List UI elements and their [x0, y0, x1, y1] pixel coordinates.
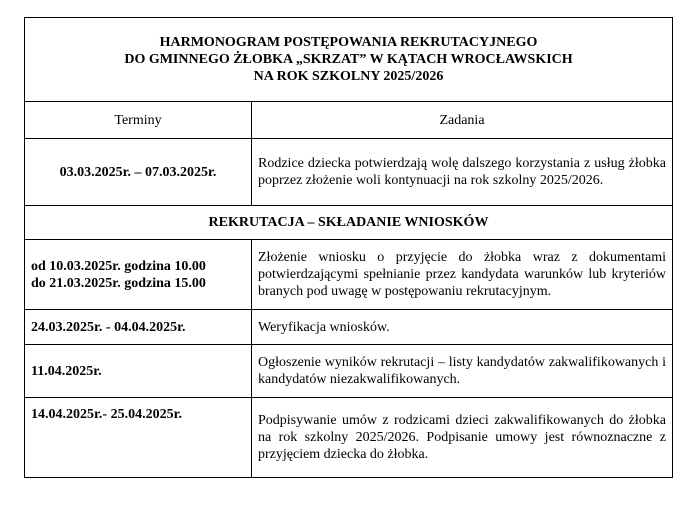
row-task: Złożenie wniosku o przyjęcie do żłobka wraz z dokumentami potwierdzającymi spełnianie przez kandydata warunków lub kryteriów branych pod uwagę w postępowaniu rekrutacyjnym.: [252, 240, 673, 310]
row-task: Ogłoszenie wyników rekrutacji – listy kandydatów zakwalifikowanych i kandydatów niezakwalifikowanych.: [252, 345, 673, 398]
table-row: [25, 310, 673, 345]
header-tasks: Zadania: [252, 102, 673, 139]
header-dates: Terminy: [25, 102, 252, 139]
table-row: [25, 240, 673, 310]
row-date: 14.04.2025r.- 25.04.2025r.: [25, 398, 252, 478]
title-row: [25, 18, 673, 102]
header-row: [25, 102, 673, 139]
section-heading: REKRUTACJA – SKŁADANIE WNIOSKÓW: [25, 206, 673, 240]
row-date: [25, 240, 252, 310]
title-line-3: NA ROK SZKOLNY 2025/2026: [253, 69, 444, 84]
row-date: 11.04.2025r.: [25, 345, 252, 398]
row-date-line-1: od 10.03.2025r. godzina 10.00: [31, 258, 206, 274]
row-date-line-2: do 21.03.2025r. godzina 15.00: [31, 275, 206, 291]
title-line-2: DO GMINNEGO ŻŁOBKA „SKRZAT” W KĄTACH WROCŁAWSKICH: [124, 52, 573, 67]
table-row: [25, 398, 673, 478]
row-date: 24.03.2025r. - 04.04.2025r.: [25, 310, 252, 345]
row-task: Podpisywanie umów z rodzicami dzieci zakwalifikowanych do żłobka na rok szkolny 2025/2026. Podpisanie umowy jest równoznaczne z przyjęciem dziecka do żłobka.: [252, 398, 673, 478]
section-row: [25, 206, 673, 240]
row-date: 03.03.2025r. – 07.03.2025r.: [25, 139, 252, 206]
title-line-1: HARMONOGRAM POSTĘPOWANIA REKRUTACYJNEGO: [159, 35, 538, 50]
table-row: [25, 139, 673, 206]
table-row: [25, 345, 673, 398]
row-task: Weryfikacja wniosków.: [252, 310, 673, 345]
document-title: [25, 18, 673, 102]
schedule-table: [24, 17, 673, 478]
row-task: Rodzice dziecka potwierdzają wolę dalszego korzystania z usług żłobka poprzez złożenie woli kontynuacji na rok szkolny 2025/2026.: [252, 139, 673, 206]
